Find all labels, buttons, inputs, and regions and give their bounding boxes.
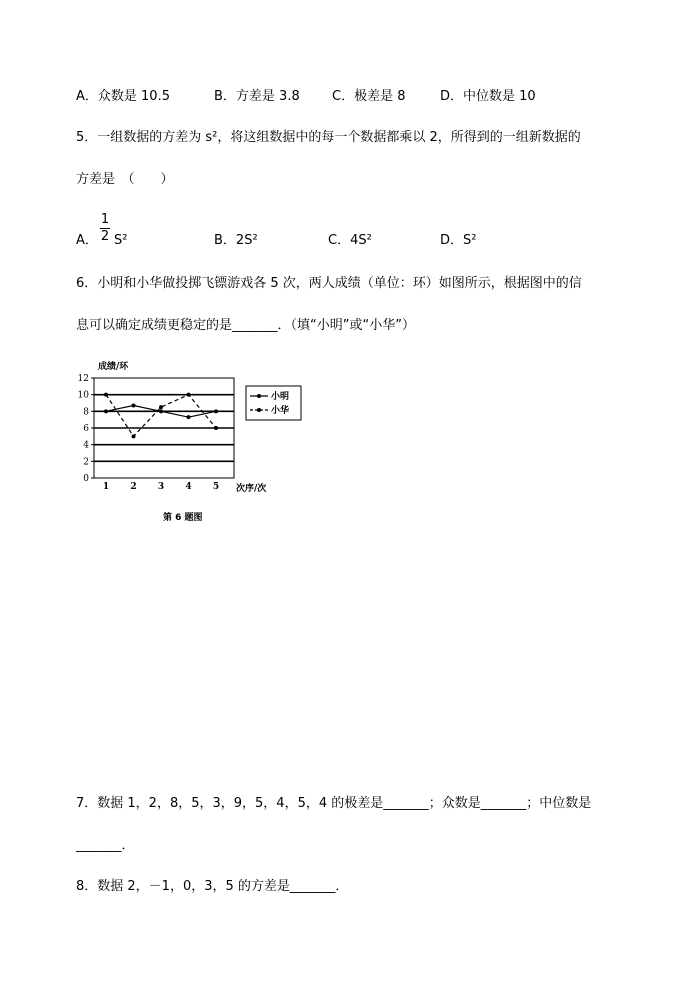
q7-question-line2: _______．: [76, 838, 135, 853]
y-axis-label: 成绩/环: [98, 362, 129, 372]
q5-option-b: B．2S²: [214, 233, 258, 248]
data-point: [132, 434, 136, 438]
fraction-denominator: 2: [100, 229, 110, 244]
fraction-numerator: 1: [100, 212, 110, 227]
data-point: [104, 393, 108, 397]
y-tick-label: 8: [83, 407, 89, 418]
q5-option-a-suffix: S²: [114, 233, 128, 248]
q6-question-line1: 6．小明和小华做投掷飞镖游戏各 5 次，两人成绩（单位：环）如图所示，根据图中的信: [76, 276, 582, 291]
chart-legend: [246, 386, 301, 420]
q8-question-line1: 8．数据 2，－1，0，3，5 的方差是_______．: [76, 879, 349, 894]
score-chart: [76, 352, 290, 502]
data-point: [159, 405, 163, 409]
data-point: [214, 409, 218, 413]
chart-series: [104, 393, 218, 439]
y-tick-label: 2: [83, 457, 89, 468]
data-point: [159, 409, 163, 413]
q4-option-c: C．极差是 8: [332, 89, 406, 104]
q7-question-line1: 7．数据 1，2，8，5，3，9，5，4，5，4 的极差是_______；众数是_______；中位数是: [76, 796, 592, 811]
y-tick-label: 6: [83, 424, 89, 434]
x-tick-label: 4: [185, 482, 192, 492]
chart-axes: [78, 360, 267, 494]
x-tick-label: 5: [212, 482, 220, 492]
x-tick-label: 3: [157, 482, 165, 492]
y-tick-label: 10: [77, 390, 89, 401]
q5-question-line2: 方差是 （ ）: [76, 172, 174, 187]
y-tick-label: 4: [83, 440, 89, 451]
data-point: [104, 409, 108, 413]
legend-label: 小华: [271, 406, 290, 416]
q5-option-a-fraction: [100, 213, 110, 244]
q6-question-line2: 息可以确定成绩更稳定的是_______．（填“小明”或“小华”）: [76, 318, 415, 333]
legend-swatch-point: [257, 408, 261, 412]
series-line-2: [106, 395, 216, 437]
x-axis-label: 次序/次: [236, 484, 267, 494]
q4-option-d: D．中位数是 10: [440, 89, 536, 104]
data-point: [214, 426, 218, 430]
data-point: [132, 404, 136, 408]
q5-question-line1: 5．一组数据的方差为 s²，将这组数据中的每一个数据都乘以 2，所得到的一组新数据的: [76, 130, 581, 145]
q4-option-b: B．方差是 3.8: [214, 89, 300, 104]
x-tick-label: 1: [102, 482, 110, 492]
q5-option-d: D．S²: [440, 233, 477, 248]
x-tick-label: 2: [130, 482, 137, 492]
data-point: [187, 415, 191, 419]
q5-option-c: C．4S²: [328, 233, 372, 248]
y-tick-label: 0: [83, 474, 89, 484]
data-point: [187, 393, 191, 397]
q5-option-a-prefix: A．: [76, 233, 98, 248]
legend-swatch-point: [257, 394, 261, 398]
chart-grid: [94, 395, 234, 462]
legend-label: 小明: [271, 392, 290, 402]
q4-option-a: A．众数是 10.5: [76, 89, 170, 104]
y-tick-label: 12: [77, 374, 89, 384]
chart-caption: 第 6 题图: [163, 513, 203, 523]
